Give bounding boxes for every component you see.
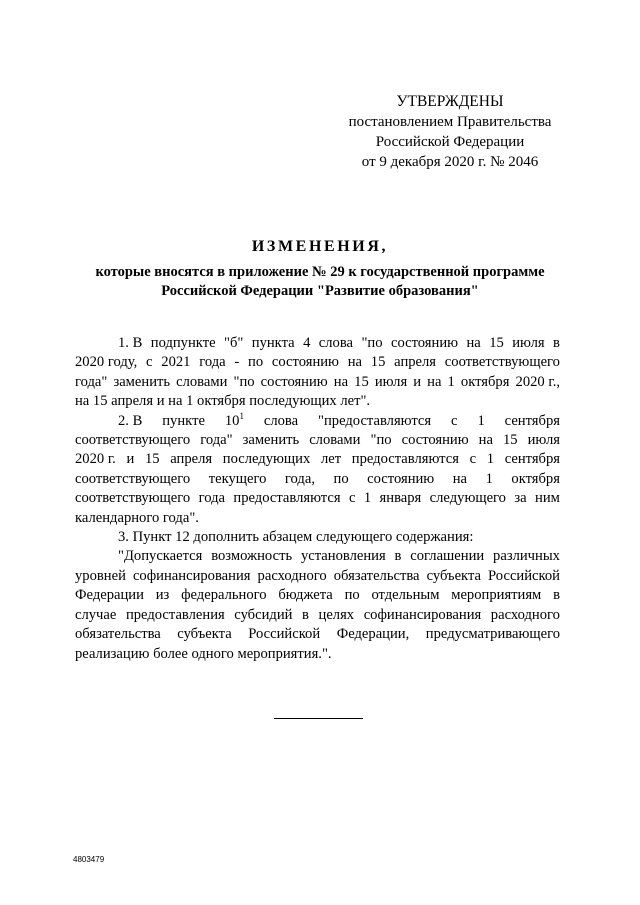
word: июля <box>527 432 560 449</box>
word: соответствующего <box>75 470 191 487</box>
word: в <box>302 606 309 623</box>
word: с <box>469 451 477 468</box>
word: 10 <box>224 412 240 429</box>
approved-line-2: Российской Федерации <box>375 134 525 150</box>
word: словами <box>309 432 361 449</box>
word: по <box>344 587 360 604</box>
subtitle-line-1: которые вносятся в приложение № 29 к государственной программе <box>95 264 545 280</box>
word: подпункте <box>150 335 216 351</box>
word: состоянию <box>271 354 339 371</box>
word: на <box>333 373 349 390</box>
word: субсидий <box>234 606 293 623</box>
word: расходного <box>257 567 327 584</box>
word: соответствующего <box>75 432 191 449</box>
word: 15 <box>489 335 504 351</box>
word: 1 <box>486 451 495 468</box>
word: 4 <box>303 335 311 351</box>
text-line <box>75 606 560 625</box>
word: 1 <box>363 490 372 507</box>
word: софинансирования <box>363 606 482 623</box>
text-line <box>75 528 560 547</box>
approval-block <box>330 92 570 172</box>
word: предоставляются <box>233 490 341 507</box>
word: случае <box>75 606 117 623</box>
text-line <box>75 645 560 664</box>
word: мероприятиям <box>451 587 542 604</box>
word: следующего <box>429 490 506 507</box>
word: на <box>452 470 468 487</box>
text-line <box>75 334 560 353</box>
word: отдельным <box>371 587 440 604</box>
word: апреля <box>170 451 213 468</box>
word: в <box>394 548 402 565</box>
word: 15 <box>354 373 369 390</box>
approved-heading: УТВЕРЖДЕНЫ <box>396 93 504 110</box>
word: заменить <box>113 373 171 390</box>
word: года <box>198 490 225 507</box>
separator-line <box>274 718 363 719</box>
paragraph-2 <box>75 412 560 528</box>
word: июля <box>374 373 408 390</box>
word: обязательства <box>333 567 420 584</box>
word: года" <box>200 432 233 449</box>
approved-line-1: постановлением Правительства <box>348 114 552 130</box>
text-line <box>75 509 560 528</box>
word: 1 <box>485 470 493 487</box>
text-line <box>75 431 560 450</box>
word: и <box>126 451 135 468</box>
word: на 15 апреля и на 1 октября последующих лет". <box>75 393 371 410</box>
word: 2020 г., <box>515 373 560 390</box>
document-body <box>75 334 560 664</box>
word: года <box>199 354 226 371</box>
word: января <box>379 490 422 507</box>
word: - <box>234 354 240 371</box>
text-line <box>75 412 560 431</box>
word: июля <box>512 335 545 351</box>
word: сентября <box>504 412 560 429</box>
word: соглашении <box>410 548 485 565</box>
paragraph-4 <box>75 547 560 663</box>
word: федерального <box>181 587 267 604</box>
word: состоянию <box>260 373 328 390</box>
word: предоставляются <box>351 451 459 468</box>
word: целях <box>318 606 355 623</box>
word: предусматривающего <box>425 626 560 643</box>
word: октября <box>511 470 560 487</box>
word: 15 <box>144 451 160 468</box>
word: обязательства <box>75 626 161 643</box>
word: 1 <box>477 412 485 429</box>
word: сентября <box>504 451 560 468</box>
word: 1. В <box>118 335 143 351</box>
document-title: ИЗМЕНЕНИЯ, <box>251 238 389 255</box>
word: на <box>478 432 493 449</box>
word: "предоставляются <box>318 412 432 429</box>
word: 15 <box>370 354 386 371</box>
word: состоянию <box>367 470 435 487</box>
word: соответствующего <box>75 490 191 507</box>
word: лет <box>320 451 342 468</box>
word: последующих <box>222 451 311 468</box>
word: с <box>451 412 458 429</box>
word: "б" <box>223 335 244 351</box>
approved-line-3: от 9 декабря 2020 г. № 2046 <box>361 154 539 170</box>
text-line <box>75 567 560 586</box>
word: бюджета <box>278 587 333 604</box>
word: установления <box>300 548 386 565</box>
word: реализацию более одного мероприятия.". <box>75 645 332 662</box>
word: субъекта <box>426 567 481 584</box>
word: пункта <box>251 335 295 351</box>
word: пункте <box>162 412 205 429</box>
text-line <box>75 586 560 605</box>
word: из <box>155 587 170 604</box>
text-line <box>75 450 560 469</box>
word: октября <box>460 373 510 390</box>
word: слова <box>263 412 299 429</box>
word: в <box>553 587 560 604</box>
word: 2. В <box>118 412 143 429</box>
word: предоставления <box>125 606 225 623</box>
word: за <box>514 490 527 507</box>
word: текущего <box>208 470 267 487</box>
word: календарного года". <box>75 509 199 526</box>
word: года, <box>284 470 315 487</box>
word: "по <box>361 335 383 351</box>
word: на <box>466 335 481 351</box>
word: расходного <box>490 606 560 623</box>
word: состоянию <box>401 432 469 449</box>
word: 2021 <box>161 354 191 371</box>
word: слова <box>318 335 354 351</box>
word: заменить <box>242 432 300 449</box>
word: возможность <box>211 548 293 565</box>
paragraph-1 <box>75 334 560 412</box>
subtitle-line-2: Российской Федерации "Развитие образования" <box>161 283 479 299</box>
word: 3. Пункт 12 дополнить абзацем следующего содержания: <box>118 529 474 546</box>
word: соответствующего <box>444 354 560 371</box>
word <box>225 412 244 431</box>
superscript: 1 <box>239 410 244 421</box>
word: "по <box>233 373 255 390</box>
word: Федерации, <box>336 626 410 643</box>
word: по <box>248 354 264 371</box>
word: на <box>427 373 442 390</box>
text-line <box>75 353 560 372</box>
word: состоянию <box>390 335 459 351</box>
word: на <box>347 354 363 371</box>
word: ним <box>535 490 560 507</box>
word: 2020 г. <box>75 451 116 468</box>
word: в <box>553 335 560 351</box>
document-number: 4803479 <box>73 855 105 864</box>
word: Российской <box>248 626 321 643</box>
word: по <box>333 470 349 487</box>
word: 2020 году, <box>75 354 138 371</box>
word: "Допускается <box>118 548 203 565</box>
word: "по <box>370 432 392 449</box>
word: года" <box>75 373 108 390</box>
text-line <box>75 547 560 566</box>
text-line <box>75 470 560 489</box>
text-line <box>75 392 560 411</box>
word: с <box>146 354 153 371</box>
text-line <box>75 489 560 508</box>
text-line <box>75 625 560 644</box>
paragraph-3 <box>75 528 560 547</box>
word: с <box>348 490 356 507</box>
word: различных <box>493 548 560 565</box>
word: 15 <box>502 432 518 449</box>
word: Российской <box>488 567 560 584</box>
document-subtitle <box>60 263 580 301</box>
word: словами <box>176 373 228 390</box>
word: 1 <box>447 373 455 390</box>
word: Федерации <box>75 587 144 604</box>
word: уровней <box>75 567 126 584</box>
word: субъекта <box>177 626 232 643</box>
word: софинансирования <box>132 567 251 584</box>
word: и <box>413 373 422 390</box>
text-line <box>75 373 560 392</box>
word: апреля <box>394 354 437 371</box>
